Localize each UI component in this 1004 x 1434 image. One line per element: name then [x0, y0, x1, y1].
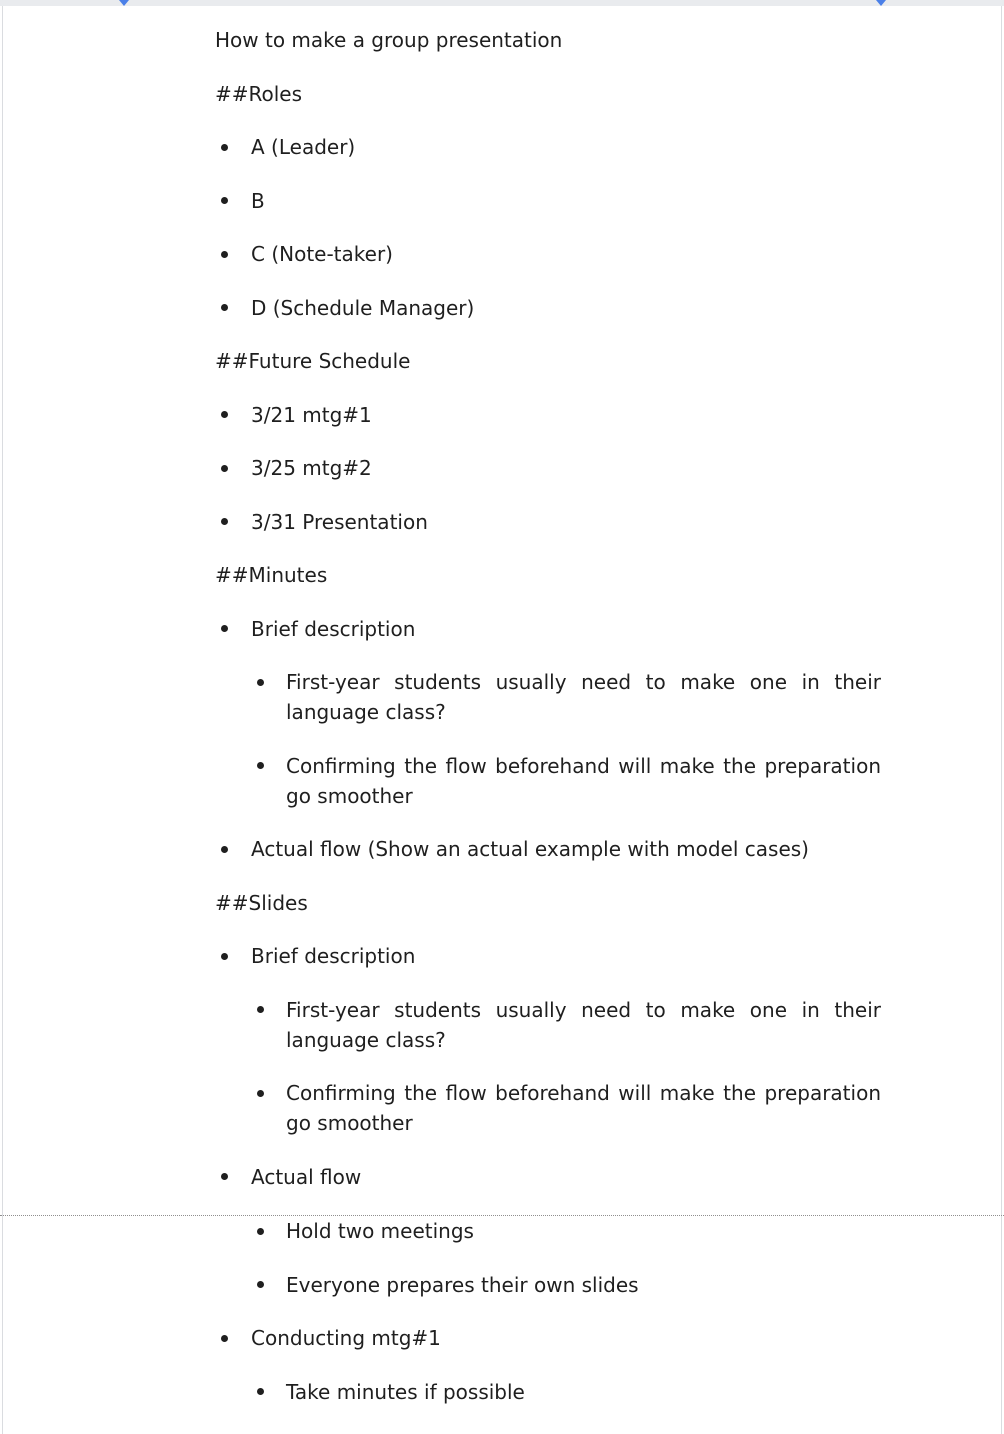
- doc-title-line[interactable]: How to make a group presentation: [215, 28, 563, 52]
- bullet-icon: [257, 679, 264, 686]
- list-item-text: Actual flow (Show an actual example with model cases): [251, 837, 809, 861]
- list-item-text: B: [251, 188, 265, 213]
- bullet-icon: [221, 1335, 228, 1342]
- list-item[interactable]: [3, 132, 1001, 162]
- list-item[interactable]: [3, 941, 1001, 971]
- heading-roles[interactable]: ##Roles: [215, 81, 303, 106]
- bullet-icon: [257, 1006, 264, 1013]
- bullet-icon: [221, 144, 228, 151]
- list-item-text: Brief description: [251, 944, 416, 968]
- bullet-icon: [257, 1281, 264, 1288]
- bullet-icon: [221, 846, 228, 853]
- list-item[interactable]: [3, 667, 1001, 727]
- list-item[interactable]: [3, 453, 1001, 483]
- bullet-icon: [221, 1173, 228, 1180]
- list-item-text: Hold two meetings: [286, 1219, 474, 1243]
- bullet-icon: [221, 518, 228, 525]
- list-item-text: Confirming the flow beforehand will make the preparation go smoother: [286, 753, 881, 808]
- list-item[interactable]: [3, 1270, 1001, 1300]
- list-item-text: C (Note-taker): [251, 242, 393, 266]
- heading-minutes[interactable]: ##Minutes: [215, 563, 328, 587]
- list-item[interactable]: [3, 834, 1001, 864]
- document-page[interactable]: [2, 6, 1002, 1434]
- bullet-icon: [257, 1090, 264, 1097]
- list-item[interactable]: [3, 239, 1001, 269]
- list-item-text: D (Schedule Manager): [251, 295, 475, 320]
- list-item[interactable]: [3, 1078, 1001, 1138]
- list-item-text: 3/31 Presentation: [251, 509, 428, 534]
- list-item[interactable]: [3, 1162, 1001, 1192]
- heading-future-schedule[interactable]: ##Future Schedule: [215, 349, 411, 373]
- list-item-text: Everyone prepares their own slides: [286, 1272, 639, 1297]
- bullet-icon: [221, 411, 228, 418]
- heading-slides[interactable]: ##Slides: [215, 890, 308, 915]
- list-item-text: Brief description: [251, 616, 416, 641]
- list-item-text: Actual flow: [251, 1164, 362, 1189]
- list-item-text: Conducting mtg#1: [251, 1326, 441, 1350]
- list-item-text: 3/25 mtg#2: [251, 456, 372, 480]
- list-item[interactable]: [3, 186, 1001, 216]
- bullet-icon: [221, 625, 228, 632]
- bullet-icon: [257, 762, 264, 769]
- list-item[interactable]: [3, 507, 1001, 537]
- bullet-icon: [257, 1228, 264, 1235]
- list-item[interactable]: [3, 614, 1001, 644]
- list-item[interactable]: [3, 293, 1001, 323]
- list-item[interactable]: [3, 1323, 1001, 1353]
- list-item-text: 3/21 mtg#1: [251, 402, 372, 427]
- list-item[interactable]: [3, 1377, 1001, 1407]
- bullet-icon: [221, 304, 228, 311]
- list-item[interactable]: [3, 1216, 1001, 1246]
- bullet-icon: [257, 1388, 264, 1395]
- list-item[interactable]: [3, 400, 1001, 430]
- list-item-text: Confirming the flow beforehand will make the preparation go smoother: [286, 1081, 881, 1135]
- bullet-icon: [221, 197, 228, 204]
- list-item[interactable]: [3, 751, 1001, 811]
- list-item-text: Take minutes if possible: [286, 1379, 525, 1404]
- list-item[interactable]: [3, 995, 1001, 1055]
- list-item-text: A (Leader): [251, 135, 356, 159]
- bullet-icon: [221, 465, 228, 472]
- list-item-text: First-year students usually need to make one in their language class?: [286, 997, 881, 1052]
- bullet-icon: [221, 251, 228, 258]
- list-item-text: First-year students usually need to make one in their language class?: [286, 670, 881, 724]
- bullet-icon: [221, 953, 228, 960]
